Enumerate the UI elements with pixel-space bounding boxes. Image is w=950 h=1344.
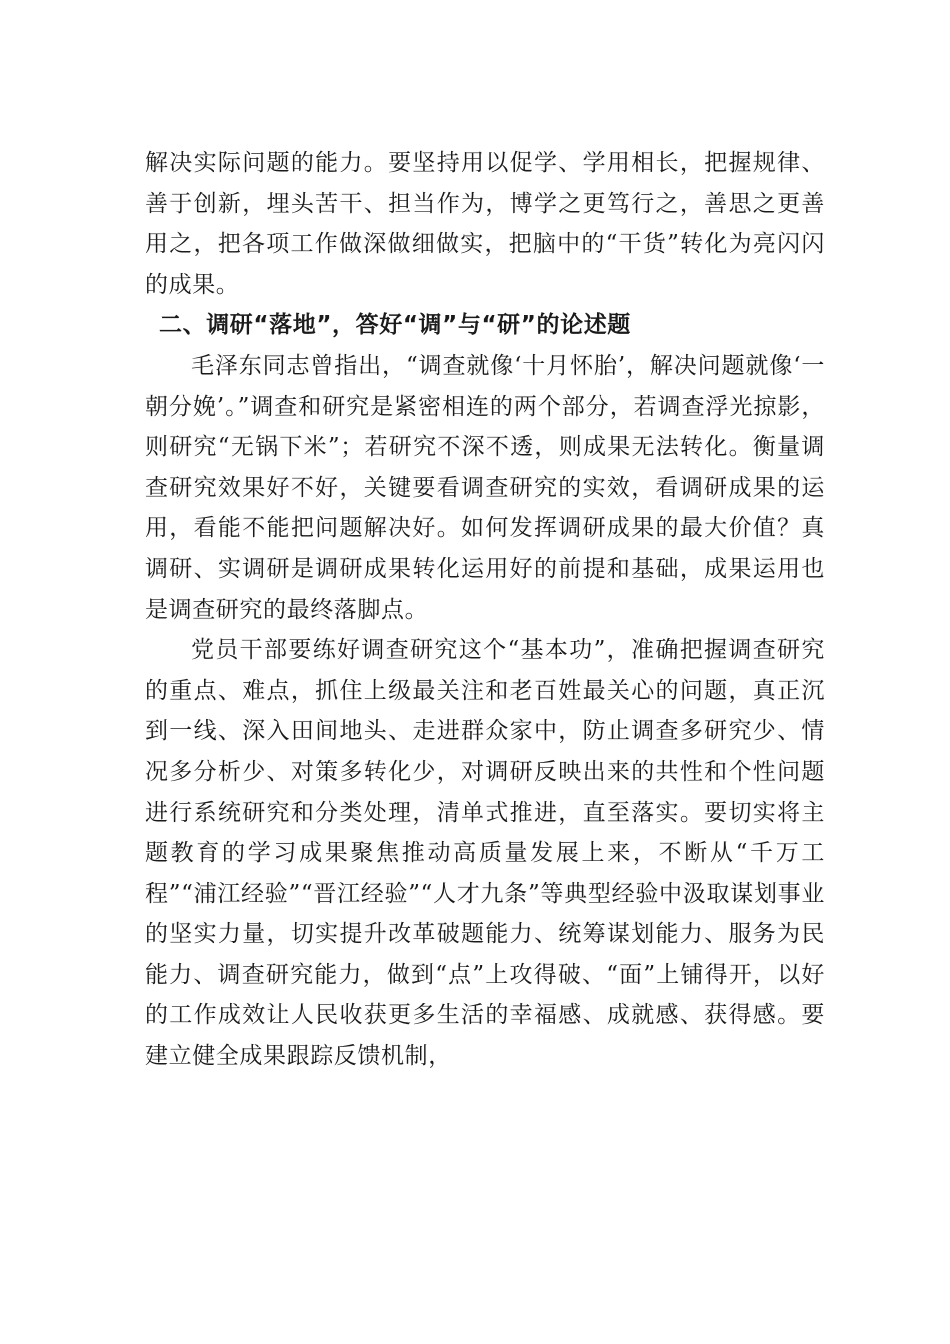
- paragraph-continuation: 解决实际问题的能力。要坚持用以促学、学用相长，把握规律、善于创新，埋头苦干、担当作为，博学之更笃行之，善思之更善用之，把各项工作做深做细做实，把脑中的“干货”转化为亮闪闪的成果。: [145, 150, 825, 298]
- paragraph-party-cadres: 党员干部要练好调查研究这个“基本功”，准确把握调查研究的重点、难点，抓住上级最关注和老百姓最关心的问题，真正沉到一线、深入田间地头、走进群众家中，防止调查多研究少、情况多分析少、对策多转化少，对调研反映出来的共性和个性问题进行系统研究和分类处理，清单式推进，直至落实。要切实将主题教育的学习成果聚焦推动高质量发展上来，不断从“千万工程”“浦江经验”“晋江经验”“人才九条”等典型经验中汲取谋划事业的坚实力量，切实提升改革破题能力、统筹谋划能力、服务为民能力、调查研究能力，做到“点”上攻得破、“面”上铺得开，以好的工作成效让人民收获更多生活的幸福感、成就感、获得感。要建立健全成果跟踪反馈机制，: [145, 637, 825, 1070]
- paragraph-research-practice: 毛泽东同志曾指出，“调查就像‘十月怀胎’，解决问题就像‘一朝分娩’。”调查和研究是紧密相连的两个部分，若调查浮光掠影，则研究“无锅下米”；若研究不深不透，则成果无法转化。衡量调查研究效果好不好，关键要看调查研究的实效，看调研成果的运用，看能不能把问题解决好。如何发挥调研成果的最大价值？真调研、实调研是调研成果转化运用好的前提和基础，成果运用也是调查研究的最终落脚点。: [145, 352, 825, 623]
- document-body: [145, 143, 825, 1077]
- section-heading: 二、调研“落地”，答好“调”与“研”的论述题: [159, 312, 631, 339]
